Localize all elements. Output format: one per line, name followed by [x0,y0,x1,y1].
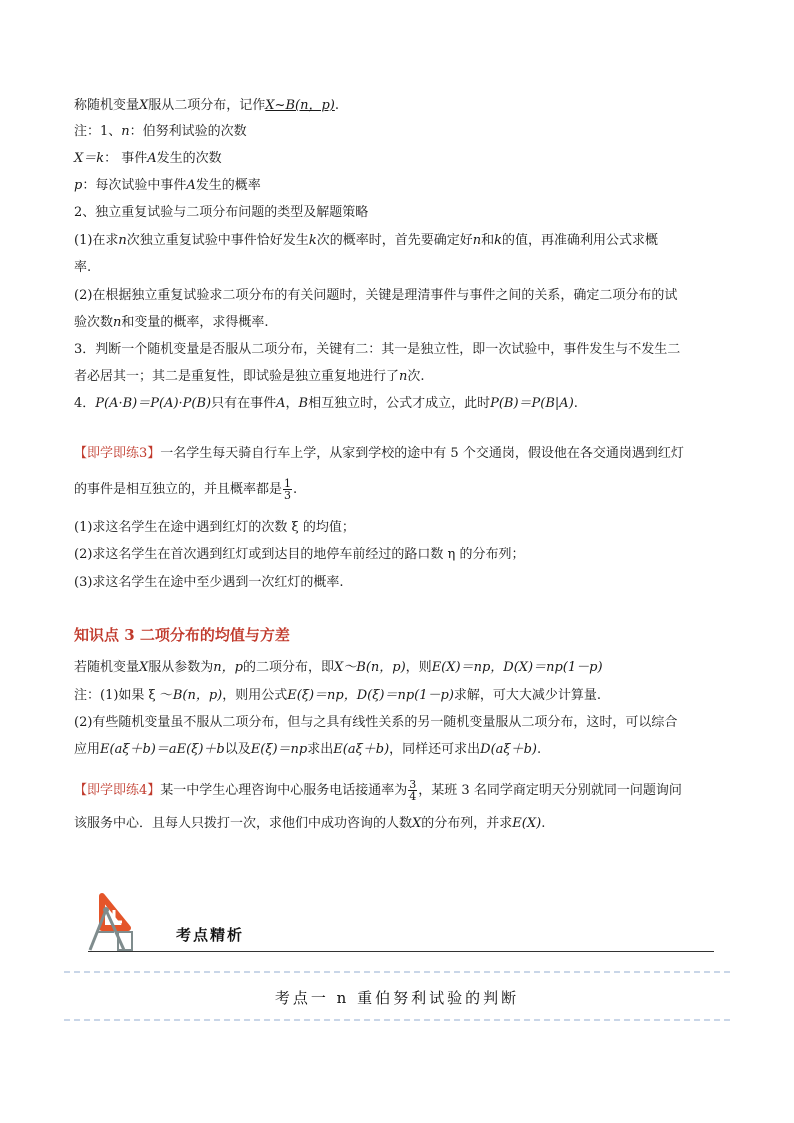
text-line: (3)求这名学生在途中至少遇到一次红灯的概率. [74,575,344,590]
text: 应用 [74,742,101,757]
text: 称随机变量 [74,98,140,113]
text-line [74,478,297,501]
fraction [283,478,292,501]
text-line [74,659,603,677]
text-line: (1)求这名学生在途中遇到红灯的次数 ξ 的均值； [74,520,355,535]
text-line [74,97,339,115]
text-line: 2、独立重复试验与二项分布问题的类型及解题策略 [74,205,369,220]
text: 次的概率时，首先要确定好 [316,233,473,248]
text: ： 事件 [104,151,148,166]
formula: X~B(n，p) [265,98,335,113]
text-line [74,232,658,250]
formula: X＝k [74,151,105,166]
var-n: n [113,315,122,330]
var-x: X [412,816,422,831]
formula: E(X)＝np，D(X)＝np(1－p) [431,660,603,675]
section-banner-title: 考点精析 [176,926,245,944]
text-line [74,368,425,386]
text-line: (2)求这名学生在首次遇到红灯或到达目的地停车前经过的路口数 η 的分布列； [74,547,525,562]
text-line [74,815,545,833]
text: ，则 [405,660,432,675]
text-line [74,687,601,705]
text: 发生的概率 [195,178,261,193]
text: ：伯努利试验的次数 [129,124,247,139]
formula: E(aξ＋b)＝aE(ξ)＋b [100,742,225,757]
text: . [536,742,542,757]
text: 发生的次数 [156,151,222,166]
knowledge-point-heading: 知识点 3 二项分布的均值与方差 [74,626,290,644]
var-a: A [147,151,157,166]
text: 的事件是相互独立的，并且概率都是 [74,482,283,497]
text: 的二项分布，即 [243,660,335,675]
var-x: X [139,98,149,113]
text: ， [285,396,299,411]
text: 求解，可大大减少计算量. [453,688,602,703]
var-x: X [139,660,149,675]
formula: D(aξ＋b) [480,742,537,757]
formula: X～B(n，p) [334,660,406,675]
exam-point-title: 考点一 n 重伯努利试验的判断 [274,989,520,1007]
text-line [74,177,261,195]
formula: E(ξ)＝np，D(ξ)＝np(1－p) [287,688,454,703]
text-line [74,741,541,759]
text: 服从参数为 [148,660,214,675]
text: 相互独立时，公式才成立，此时 [308,396,491,411]
fraction [408,779,417,802]
var-n: n [121,124,130,139]
formula: P(B)＝P(B|A) [490,396,574,411]
divider [88,951,714,952]
divider [64,971,730,973]
text-line: (2)有些随机变量虽不服从二项分布，但与之具有线性关系的另一随机变量服从二项分布，这时，可以综合 [74,715,678,730]
text: 者必居其一；其二是重复性，即试验是独立重复地进行了 [74,369,400,384]
text: ：每次试验中事件 [82,178,187,193]
text: 和变量的概率，求得概率. [121,315,269,330]
text: 的分布列，并求 [421,816,513,831]
var-n-p: n，p [213,660,243,675]
var-b: B [298,396,309,411]
text: 服从二项分布，记作 [148,98,266,113]
text: ，则用公式 [222,688,288,703]
formula: E(X) [512,816,542,831]
formula: E(ξ)＝np [250,742,308,757]
formula: E(aξ＋b) [333,742,390,757]
divider [64,1019,730,1021]
var-n: n [118,233,127,248]
text: 的值，再准确利用公式求概 [502,233,659,248]
text: 某一中学生心理咨询中心服务电话接通率为 [160,783,408,798]
exercise-4-line [74,779,682,802]
text: . [334,98,339,113]
text: . [573,396,578,411]
var-p: p [74,178,83,193]
text-line [74,150,222,168]
text: 以及 [224,742,251,757]
text: 4． [74,396,96,411]
formula: P(A·B)＝P(A)·P(B) [95,396,212,411]
exercise-label: 【即学即练3】 [74,446,161,461]
text: 验次数 [74,315,114,330]
text-line [74,395,578,413]
text: ，同样还可求出 [389,742,481,757]
var-n: n [472,233,482,248]
text-line [74,123,247,141]
exercise-label: 【即学即练4】 [74,783,161,798]
text: 和 [481,233,495,248]
text: 若随机变量 [74,660,140,675]
var-a: A [186,178,196,193]
formula: B(n，p) [172,688,223,703]
text-line [74,314,269,332]
exercise-3-line [74,445,684,463]
math-tools-icon [84,888,176,956]
fraction-numerator: 3 [409,778,417,791]
text-line: 率. [74,260,92,275]
text: 一名学生每天骑自行车上学，从家到学校的途中有 5 个交通岗，假设他在各交通岗遇到红灯 [160,446,684,461]
fraction-numerator: 1 [284,477,292,490]
text: 求出 [307,742,334,757]
text: 次. [407,369,425,384]
var-k: k [308,233,317,248]
text: 该服务中心．且每人只拨打一次，求他们中成功咨询的人数 [74,816,413,831]
fraction-denominator: 4 [409,790,417,803]
text: ，某班 3 名同学商定明天分别就同一问题询问 [418,783,682,798]
text: 只有在事件 [211,396,277,411]
fraction-denominator: 3 [284,489,292,502]
var-a: A [276,396,286,411]
text: (1)在求 [74,233,119,248]
text: 注：1、 [74,124,122,139]
text-line: (2)在根据独立重复试验求二项分布的有关问题时，关键是理清事件与事件之间的关系，确定二项分布的试 [74,288,678,303]
text: 注：(1)如果 ξ ～ [74,688,173,703]
text: 次独立重复试验中事件恰好发生 [126,233,309,248]
text: . [293,482,298,497]
var-n: n [399,369,408,384]
text: . [541,816,546,831]
var-k: k [494,233,502,248]
text-line: 3．判断一个随机变量是否服从二项分布，关键有二：其一是独立性，即一次试验中，事件发生与不发生二 [74,342,681,357]
